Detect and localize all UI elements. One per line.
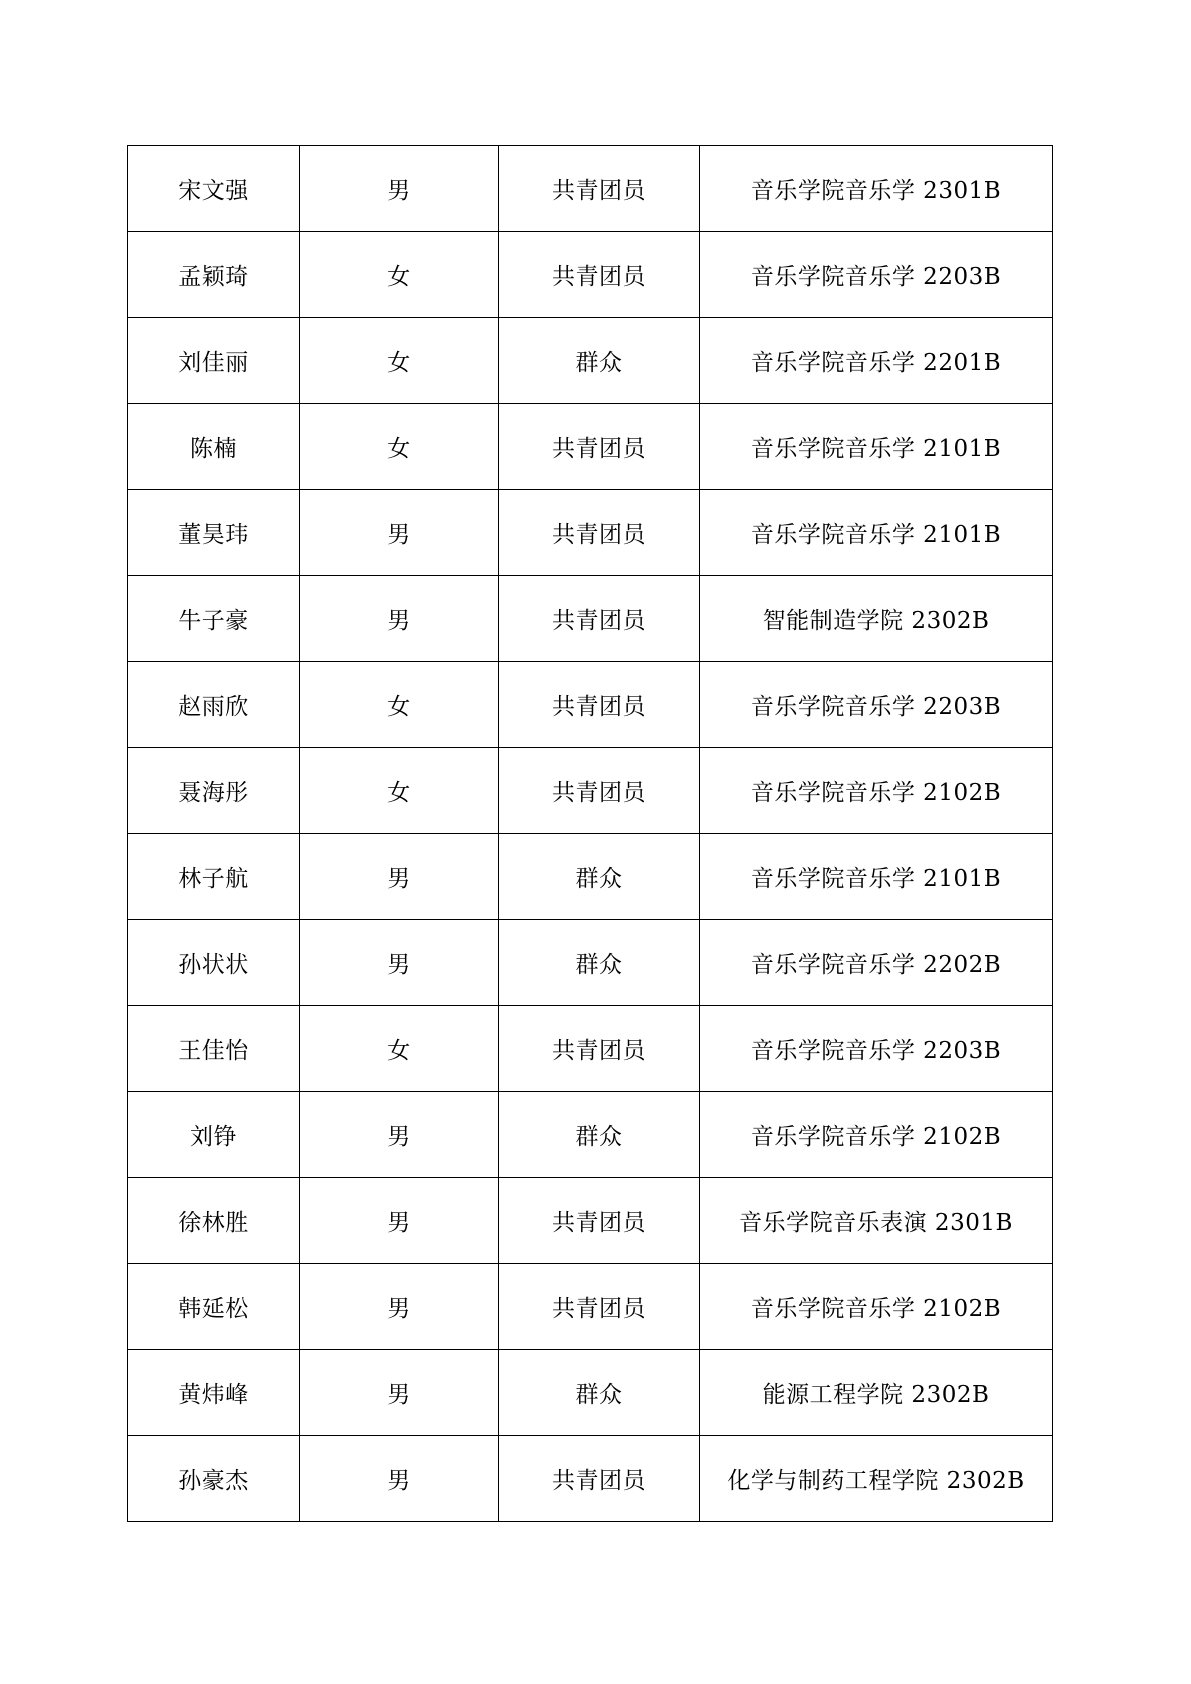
class-cell: 音乐学院音乐学 2201B: [700, 318, 1053, 404]
gender-cell: 女: [300, 662, 499, 748]
student-name-cell: 赵雨欣: [128, 662, 300, 748]
student-name-cell: 陈楠: [128, 404, 300, 490]
student-name-cell: 王佳怡: [128, 1006, 300, 1092]
class-cell: 智能制造学院 2302B: [700, 576, 1053, 662]
gender-cell: 男: [300, 1178, 499, 1264]
class-cell: 音乐学院音乐学 2101B: [700, 834, 1053, 920]
political-status-cell: 共青团员: [499, 576, 700, 662]
political-status-cell: 共青团员: [499, 146, 700, 232]
gender-cell: 女: [300, 404, 499, 490]
class-cell: 化学与制药工程学院 2302B: [700, 1436, 1053, 1522]
class-cell: 音乐学院音乐学 2102B: [700, 1264, 1053, 1350]
gender-cell: 男: [300, 920, 499, 1006]
table-row: [128, 490, 1053, 576]
political-status-cell: 共青团员: [499, 232, 700, 318]
table-row: [128, 1178, 1053, 1264]
class-cell: 音乐学院音乐学 2102B: [700, 748, 1053, 834]
class-cell: 音乐学院音乐表演 2301B: [700, 1178, 1053, 1264]
class-cell: 音乐学院音乐学 2203B: [700, 232, 1053, 318]
student-name-cell: 聂海彤: [128, 748, 300, 834]
table-row: [128, 834, 1053, 920]
table-row: [128, 318, 1053, 404]
gender-cell: 女: [300, 232, 499, 318]
table-row: [128, 232, 1053, 318]
gender-cell: 男: [300, 490, 499, 576]
student-name-cell: 孙豪杰: [128, 1436, 300, 1522]
table-row: [128, 1264, 1053, 1350]
political-status-cell: 群众: [499, 920, 700, 1006]
student-name-cell: 徐林胜: [128, 1178, 300, 1264]
political-status-cell: 共青团员: [499, 662, 700, 748]
student-name-cell: 黄炜峰: [128, 1350, 300, 1436]
class-cell: 音乐学院音乐学 2301B: [700, 146, 1053, 232]
table-row: [128, 1006, 1053, 1092]
political-status-cell: 群众: [499, 1092, 700, 1178]
political-status-cell: 共青团员: [499, 1264, 700, 1350]
table-row: [128, 748, 1053, 834]
student-name-cell: 林子航: [128, 834, 300, 920]
political-status-cell: 共青团员: [499, 1178, 700, 1264]
gender-cell: 男: [300, 1436, 499, 1522]
political-status-cell: 群众: [499, 318, 700, 404]
gender-cell: 男: [300, 1264, 499, 1350]
class-cell: 音乐学院音乐学 2203B: [700, 662, 1053, 748]
political-status-cell: 群众: [499, 1350, 700, 1436]
student-name-cell: 牛子豪: [128, 576, 300, 662]
student-name-cell: 刘佳丽: [128, 318, 300, 404]
gender-cell: 男: [300, 1350, 499, 1436]
class-cell: 音乐学院音乐学 2101B: [700, 490, 1053, 576]
political-status-cell: 共青团员: [499, 404, 700, 490]
political-status-cell: 共青团员: [499, 1436, 700, 1522]
political-status-cell: 群众: [499, 834, 700, 920]
gender-cell: 男: [300, 146, 499, 232]
student-name-cell: 董昊玮: [128, 490, 300, 576]
table-row: [128, 1350, 1053, 1436]
roster-body: [128, 146, 1053, 1522]
gender-cell: 女: [300, 1006, 499, 1092]
gender-cell: 男: [300, 1092, 499, 1178]
political-status-cell: 共青团员: [499, 490, 700, 576]
class-cell: 音乐学院音乐学 2102B: [700, 1092, 1053, 1178]
class-cell: 能源工程学院 2302B: [700, 1350, 1053, 1436]
gender-cell: 女: [300, 318, 499, 404]
class-cell: 音乐学院音乐学 2203B: [700, 1006, 1053, 1092]
student-name-cell: 孙状状: [128, 920, 300, 1006]
table-row: [128, 662, 1053, 748]
class-cell: 音乐学院音乐学 2101B: [700, 404, 1053, 490]
class-cell: 音乐学院音乐学 2202B: [700, 920, 1053, 1006]
table-row: [128, 1436, 1053, 1522]
political-status-cell: 共青团员: [499, 1006, 700, 1092]
political-status-cell: 共青团员: [499, 748, 700, 834]
gender-cell: 男: [300, 834, 499, 920]
table-row: [128, 1092, 1053, 1178]
student-name-cell: 刘铮: [128, 1092, 300, 1178]
student-name-cell: 宋文强: [128, 146, 300, 232]
table-row: [128, 576, 1053, 662]
table-row: [128, 404, 1053, 490]
gender-cell: 男: [300, 576, 499, 662]
gender-cell: 女: [300, 748, 499, 834]
student-name-cell: 韩延松: [128, 1264, 300, 1350]
table-row: [128, 920, 1053, 1006]
student-name-cell: 孟颖琦: [128, 232, 300, 318]
student-roster-table: [127, 145, 1053, 1522]
table-row: [128, 146, 1053, 232]
